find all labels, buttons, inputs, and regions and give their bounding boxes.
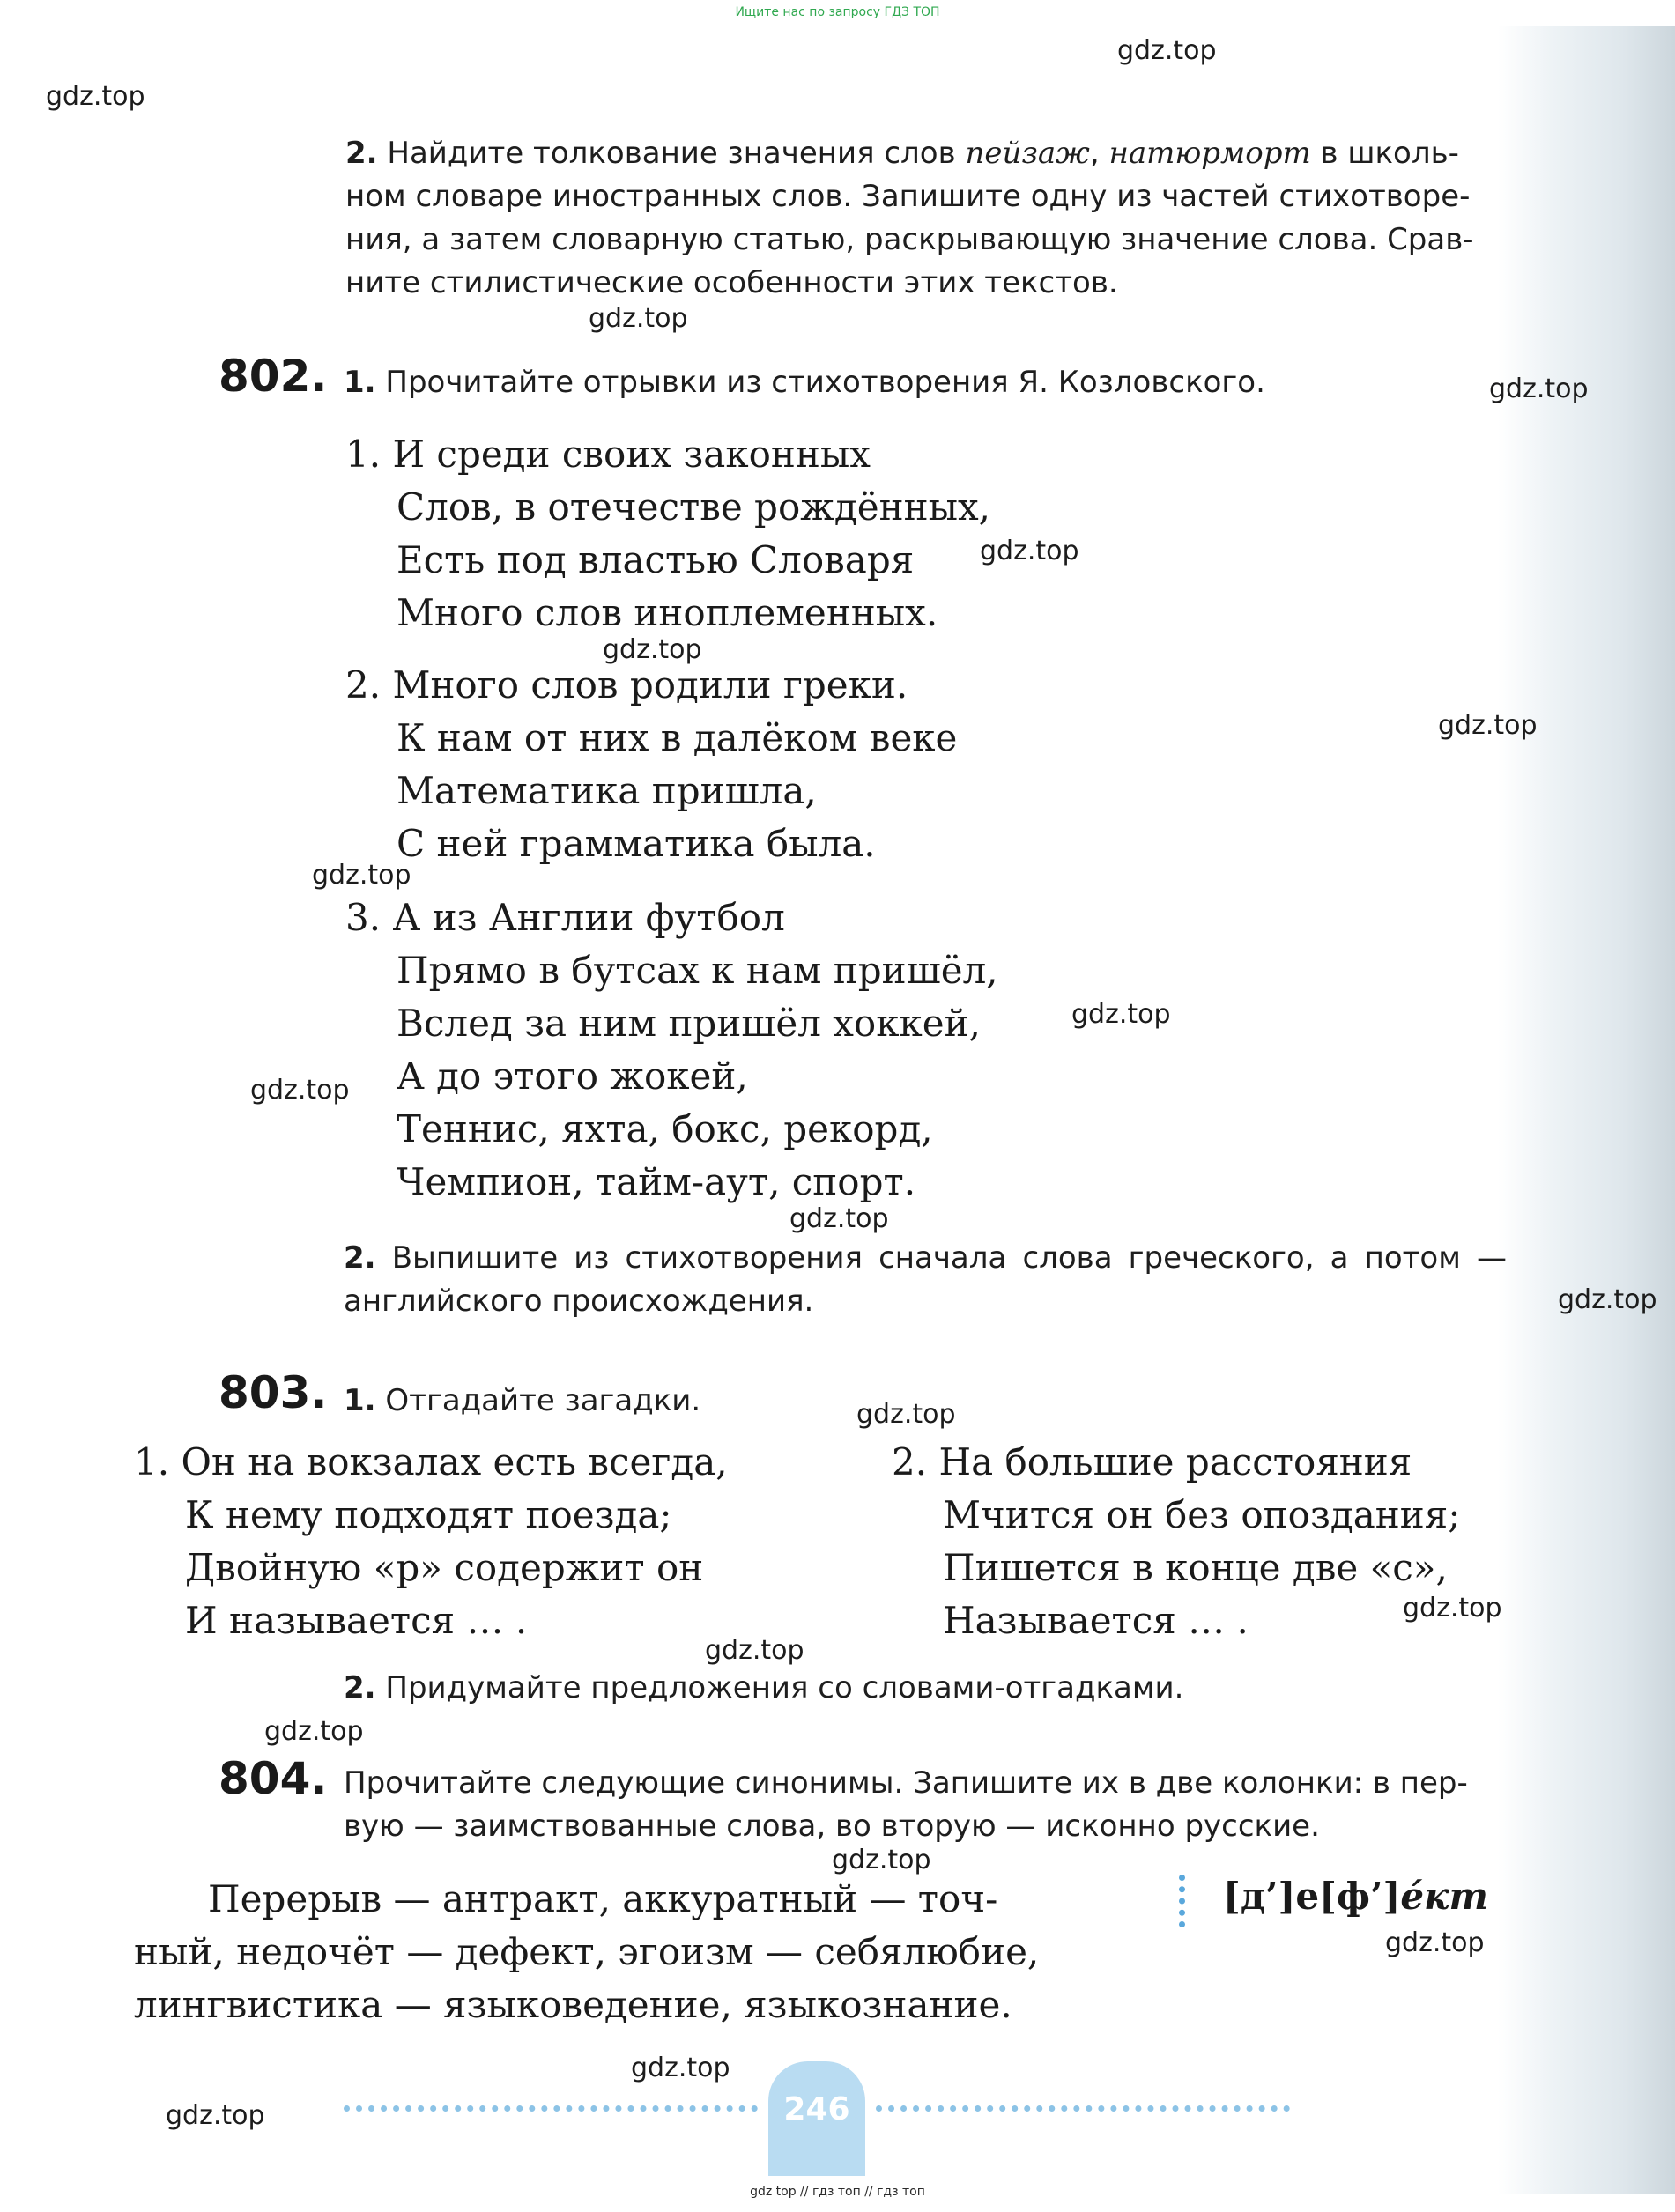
task-804-number: 804. [219, 1753, 328, 1804]
page-edge-shadow [1498, 26, 1675, 2194]
riddle-1 [134, 1436, 728, 1647]
watermark: gdz.top [1438, 710, 1538, 741]
riddle-line: Он на вокзалах есть всегда, [181, 1440, 728, 1483]
poem-line: А до этого жокей, [397, 1054, 748, 1098]
watermark: gdz.top [1385, 1927, 1485, 1958]
text-line: Перерыв — антракт, аккуратный — точ- [208, 1877, 998, 1920]
poem-line: Прямо в бутсах к нам пришёл, [397, 949, 998, 992]
watermark: gdz.top [705, 1635, 804, 1666]
riddle-line: И называется … . [185, 1599, 528, 1642]
riddle-line: К нему подходят поезда; [185, 1493, 672, 1536]
watermark: gdz.top [166, 2100, 265, 2131]
riddle-2 [892, 1436, 1460, 1647]
stanza-2 [345, 659, 957, 870]
task-802-part2: 2. Выпишите из стихотворения сначала слова греческого, а потом — английского происхождения. [344, 1240, 1507, 1319]
poem-line: С ней грамматика была. [397, 822, 876, 865]
watermark: gdz.top [980, 536, 1079, 566]
footer-dots-left [344, 2105, 758, 2119]
task-804-text [134, 1873, 1156, 2031]
watermark: gdz.top [1403, 1593, 1502, 1624]
riddle-line: Мчится он без опоздания; [943, 1493, 1461, 1536]
poem-line: И среди своих законных [392, 433, 871, 476]
margin-dots [1179, 1875, 1190, 1927]
task-804-instruction: Прочитайте следующие синонимы. Запишите их в две колонки: в пер- вую — заимствованные слова, во вторую — исконно русские. [344, 1765, 1468, 1844]
stanza-3 [345, 891, 998, 1209]
riddle-line: Называется … . [943, 1599, 1249, 1642]
task-prev-line-4: ните стилистические особенности этих текстов. [345, 265, 1118, 300]
riddle-num: 2. [892, 1440, 928, 1483]
watermark: gdz.top [264, 1716, 364, 1747]
stanza-num: 1. [345, 433, 382, 476]
poem-line: Есть под властью Словаря [397, 538, 915, 581]
poem-line: Много слов родили греки. [392, 663, 908, 707]
task-803-number: 803. [219, 1367, 328, 1418]
poem-line: А из Англии футбол [392, 896, 785, 939]
watermark: gdz.top [856, 1399, 956, 1430]
task-prev-line-3: ния, а затем словарную статью, раскрывающую значение слова. Срав- [345, 222, 1474, 257]
word-natyurmort: натюрморт [1108, 136, 1311, 171]
poem-line: К нам от них в далёком веке [397, 716, 958, 759]
watermark: gdz.top [789, 1203, 889, 1234]
footer-note: gdz top // гдз топ // гдз топ [750, 2185, 925, 2199]
watermark: gdz.top [250, 1075, 350, 1106]
text-line: ный, недочёт — дефект, эгоизм — себялюбие, [134, 1930, 1040, 1973]
task-803-instruction: 1. Отгадайте загадки. [344, 1383, 701, 1418]
watermark: gdz.top [312, 860, 411, 891]
poem-line: Математика пришла, [397, 769, 817, 812]
poem-line: Слов, в отечестве рождённых, [397, 485, 991, 529]
task-802-instruction: 1. Прочитайте отрывки из стихотворения Я. Козловского. [344, 365, 1265, 400]
riddle-line: Двойную «р» содержит он [185, 1546, 704, 1589]
transcription-defekt: [д’]е[ф’]éкт [1223, 1875, 1488, 1918]
watermark: gdz.top [46, 81, 145, 112]
task-prev-line-1: 2. Найдите толкование значения слов пейзаж, натюрморт в школь- [345, 136, 1459, 171]
watermark: gdz.top [1117, 35, 1217, 66]
stanza-num: 2. [345, 663, 382, 707]
riddle-num: 1. [134, 1440, 170, 1483]
page-number: 246 [768, 2061, 865, 2176]
watermark: gdz.top [603, 634, 702, 665]
word-peizazh: пейзаж [965, 136, 1090, 171]
footer-dots-right [876, 2105, 1290, 2119]
poem-line: Теннис, яхта, бокс, рекорд, [397, 1107, 933, 1150]
text-line: лингвистика — языковедение, языкознание. [134, 1983, 1012, 2026]
watermark: gdz.top [1558, 1284, 1657, 1315]
poem-line: Чемпион, тайм-аут, спорт. [397, 1160, 916, 1203]
task-prev-line-2: ном словаре иностранных слов. Запишите одну из частей стихотворе- [345, 179, 1471, 214]
task-803-part2: 2. Придумайте предложения со словами-отгадками. [344, 1670, 1184, 1705]
riddle-line: На большие расстояния [938, 1440, 1412, 1483]
watermark: gdz.top [631, 2053, 730, 2083]
watermark: gdz.top [1489, 374, 1589, 404]
poem-line: Много слов иноплеменных. [397, 591, 938, 634]
poem-line: Вслед за ним пришёл хоккей, [397, 1002, 981, 1045]
watermark: gdz.top [832, 1845, 931, 1875]
task-prev-num: 2. [345, 136, 378, 171]
watermark: gdz.top [589, 303, 688, 334]
stanza-1 [345, 428, 990, 640]
riddle-line: Пишется в конце две «с», [943, 1546, 1448, 1589]
stanza-num: 3. [345, 896, 382, 939]
task-802-number: 802. [219, 351, 328, 402]
task-prev-text [345, 132, 1508, 305]
watermark: gdz.top [1071, 999, 1171, 1030]
header-note: Ищите нас по запросу ГДЗ ТОП [735, 5, 940, 19]
